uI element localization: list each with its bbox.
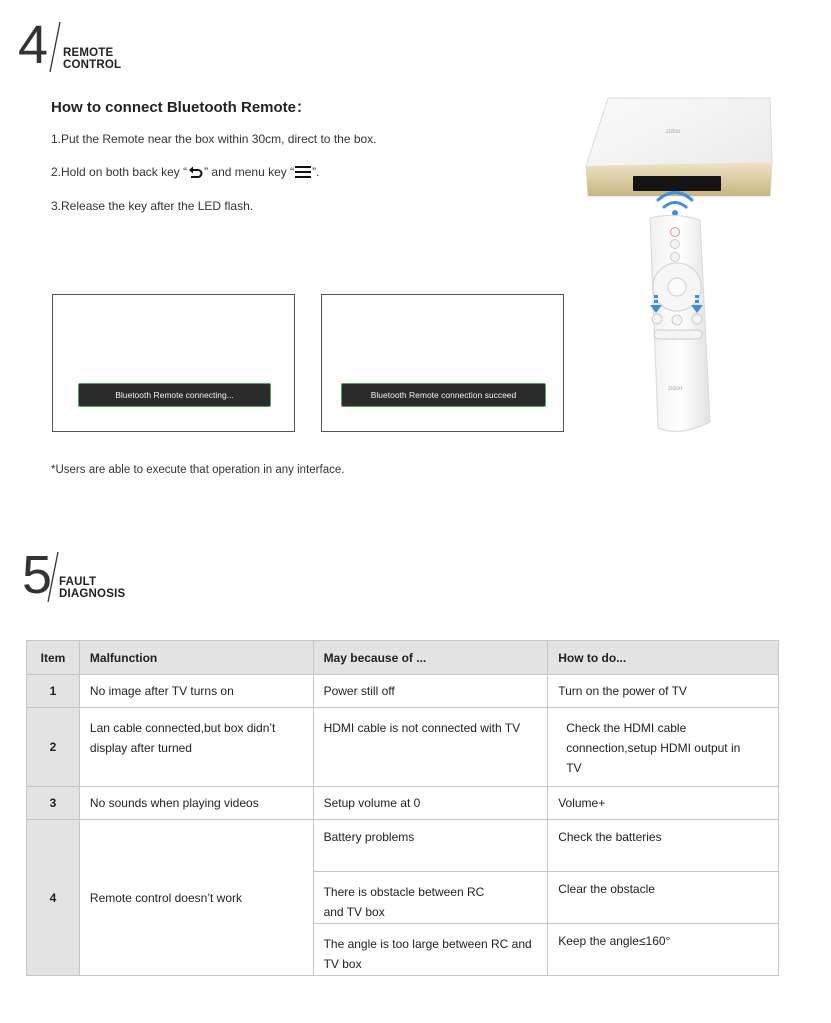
section-4-slash — [48, 20, 62, 74]
remote-menu-button — [692, 314, 702, 324]
row-2-cause: HDMI cable is not connected with TV — [313, 708, 548, 787]
remote-back-button — [652, 314, 662, 324]
section-5-title-line1: FAULT — [59, 576, 97, 588]
section-4-title — [63, 47, 121, 71]
row-3-fix: Volume+ — [548, 787, 779, 820]
operation-note: *Users are able to execute that operation in any interface. — [51, 464, 345, 476]
bluetooth-subheading: How to connect Bluetooth Remote： — [51, 99, 311, 116]
row-4c-cause: The angle is too large between RC and TV box — [313, 924, 548, 976]
remote-home-button — [672, 315, 682, 325]
row-4b-cause: There is obstacle between RC and TV box — [313, 872, 548, 924]
tv-box-led — [729, 183, 731, 185]
section-4-number: 4 — [18, 15, 49, 75]
row-1-cause: Power still off — [313, 675, 548, 708]
back-key-icon — [188, 165, 203, 181]
row-2-fix: Check the HDMI cable connection,setup HDMI output in TV — [548, 708, 779, 787]
row-3-malfunction: No sounds when playing videos — [79, 787, 313, 820]
remote-brand: zidoo — [668, 386, 683, 392]
step-3: 3.Release the key after the LED flash. — [51, 199, 254, 213]
table-header-row — [27, 641, 779, 675]
header-fix: How to do... — [548, 641, 779, 675]
step-2-prefix: 2.Hold on both back key “ — [51, 165, 188, 180]
row-3-cause: Setup volume at 0 — [313, 787, 548, 820]
table-row — [27, 820, 779, 872]
section-5-title — [59, 576, 125, 600]
remote-ok-button — [668, 278, 686, 296]
menu-key-icon — [295, 166, 311, 181]
header-malfunction: Malfunction — [79, 641, 313, 675]
section-4-title-line2: CONTROL — [63, 59, 122, 71]
header-item: Item — [27, 641, 80, 675]
remote-power-button — [671, 228, 680, 237]
row-4b-fix: Clear the obstacle — [548, 872, 779, 924]
step-2-mid: ” and menu key “ — [204, 165, 295, 180]
tv-box-brand: zidoo — [666, 129, 681, 135]
toast-succeed: Bluetooth Remote connection succeed — [341, 383, 546, 407]
fault-diagnosis-table — [26, 640, 779, 976]
section-5-number: 5 — [22, 545, 53, 605]
section-4-title-line1: REMOTE — [63, 47, 114, 59]
section-5-title-line2: DIAGNOSIS — [59, 588, 126, 600]
section-5-slash — [46, 550, 60, 604]
tv-box-front-panel — [633, 176, 721, 191]
row-4c-fix: Keep the angle≤160° — [548, 924, 779, 976]
step-2 — [51, 165, 319, 181]
step-1: 1.Put the Remote near the box within 30cm, direct to the box. — [51, 132, 377, 146]
remote-control — [650, 215, 710, 431]
row-4-item: 4 — [27, 820, 80, 976]
screen-panel-succeed — [321, 294, 564, 432]
toast-connecting: Bluetooth Remote connecting... — [78, 383, 271, 407]
row-2-item: 2 — [27, 708, 80, 787]
row-1-item: 1 — [27, 675, 80, 708]
row-1-malfunction: No image after TV turns on — [79, 675, 313, 708]
header-cause: May because of ... — [313, 641, 548, 675]
row-4-malfunction: Remote control doesn’t work — [79, 820, 313, 976]
step-2-suffix: ”. — [312, 165, 320, 180]
tv-box-remote-illustration — [580, 92, 780, 437]
table-row — [27, 675, 779, 708]
row-4a-fix: Check the batteries — [548, 820, 779, 872]
screen-panel-connecting — [52, 294, 295, 432]
table-row — [27, 787, 779, 820]
row-2-malfunction: Lan cable connected,but box didn’t display after turned — [79, 708, 313, 787]
row-3-item: 3 — [27, 787, 80, 820]
row-4a-cause: Battery problems — [313, 820, 548, 872]
row-1-fix: Turn on the power of TV — [548, 675, 779, 708]
table-row — [27, 708, 779, 787]
